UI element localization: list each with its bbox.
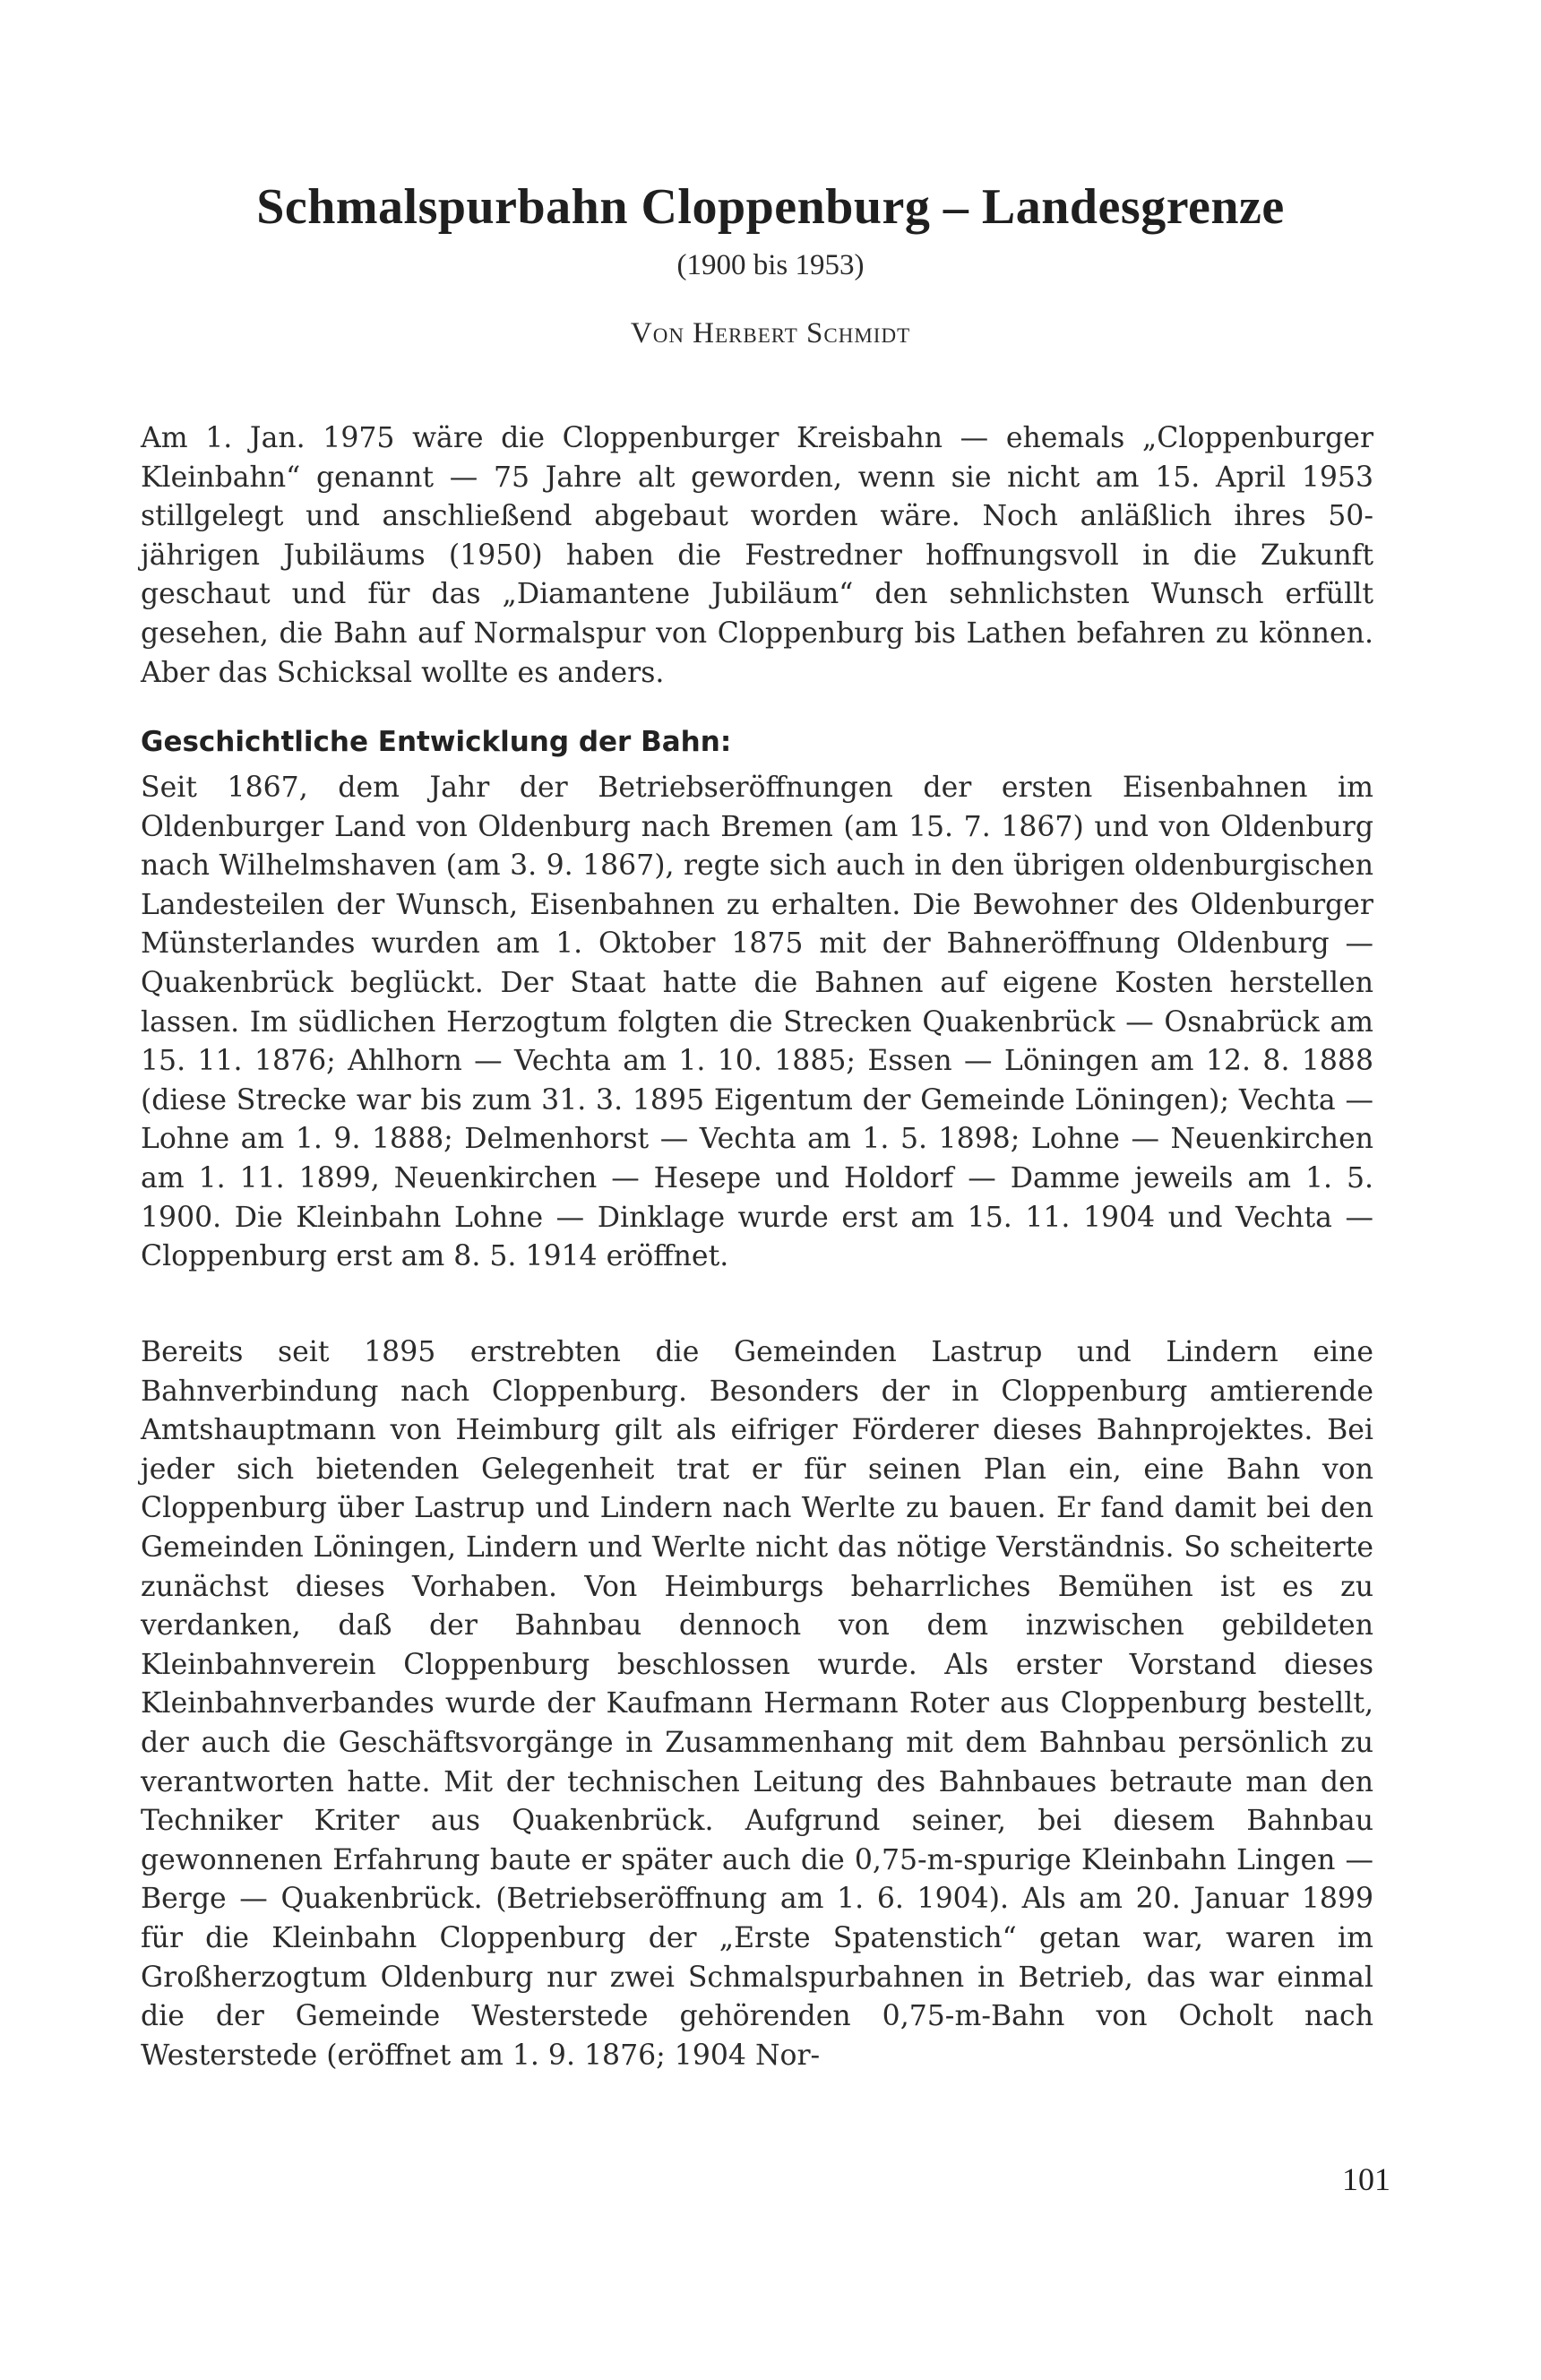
section-paragraph: Bereits seit 1895 erstrebten die Gemeinden Lastrup und Lindern eine Bahnverbindung nach Cloppenburg. Besonders der in Cloppenburg amtierende Amtshauptmann von Heimburg gilt als eifriger Förderer dieses Bahnprojektes. Bei jeder sich bietenden Gelegenheit trat er für seinen Plan ein, eine Bahn von Cloppenburg über Lastrup und Lindern nach Werlte zu bauen. Er fand damit bei den Gemeinden Löningen, Lindern und Werlte nicht das nötige Verständnis. So scheiterte zunächst dieses Vorhaben. Von Heimburgs beharrliches Bemühen ist es zu verdanken, daß der Bahnbau dennoch von dem inzwischen gebildeten Kleinbahnverein Cloppenburg beschlossen wurde. Als erster Vorstand dieses Kleinbahnverbandes wurde der Kaufmann Hermann Roter aus Cloppenburg bestellt, der auch die Geschäftsvorgänge in Zusammenhang mit dem Bahnbau persönlich zu verantworten hatte. Mit der technischen Leitung des Bahnbaues betraute man den Techniker Kriter aus Quakenbrück. Aufgrund seiner, bei diesem Bahnbau gewonnenen Erfahrung baute er später auch die 0,75-m-spurige Kleinbahn Lingen — Berge — Quakenbrück. (Betriebseröffnung am 1. 6. 1904). Als am 20. Januar 1899 für die Kleinbahn Cloppenburg der „Erste Spatenstich“ getan war, waren im Großherzogtum Oldenburg nur zwei Schmalspurbahnen in Betrieb, das war einmal die der Gemeinde Westerstede gehörenden 0,75-m-Bahn von Ocholt nach Westerstede (eröffnet am 1. 9. 1876; 1904 Nor- bbox=[141, 1336, 1373, 2072]
article-title: Schmalspurbahn Cloppenburg – Landesgrenze bbox=[256, 179, 1285, 235]
intro-paragraph: Am 1. Jan. 1975 wäre die Cloppenburger Kreisbahn — ehemals „Cloppenburger Kleinbahn“ genannt — 75 Jahre alt geworden, wenn sie nicht am 15. April 1953 stillgelegt und anschließend abgebaut worden wäre. Noch anläßlich ihres 50-jährigen Jubiläums (1950) haben die Festredner hoffnungsvoll in die Zukunft geschaut und für das „Diamantene Jubiläum“ den sehnlichsten Wunsch erfüllt gesehen, die Bahn auf Normalspur von Cloppenburg bis Lathen befahren zu können. Aber das Schicksal wollte es anders. bbox=[141, 422, 1373, 689]
page-number: 101 bbox=[1342, 2161, 1390, 2197]
section-heading: Geschichtliche Entwicklung der Bahn: bbox=[141, 726, 732, 758]
section-paragraph: Seit 1867, dem Jahr der Betriebseröffnungen der ersten Eisenbahnen im Oldenburger Land von Oldenburg nach Bremen (am 15. 7. 1867) und von Oldenburg nach Wilhelmshaven (am 3. 9. 1867), regte sich auch in den übrigen oldenburgischen Landesteilen der Wunsch, Eisenbahnen zu erhalten. Die Bewohner des Oldenburger Münsterlandes wurden am 1. Oktober 1875 mit der Bahneröffnung Oldenburg — Quakenbrück beglückt. Der Staat hatte die Bahnen auf eigene Kosten herstellen lassen. Im südlichen Herzogtum folgten die Strecken Quakenbrück — Osnabrück am 15. 11. 1876; Ahlhorn — Vechta am 1. 10. 1885; Essen — Löningen am 12. 8. 1888 (diese Strecke war bis zum 31. 3. 1895 Eigentum der Gemeinde Löningen); Vechta — Lohne am 1. 9. 1888; Delmenhorst — Vechta am 1. 5. 1898; Lohne — Neuenkirchen am 1. 11. 1899, Neuenkirchen — Hesepe und Holdorf — Damme jeweils am 1. 5. 1900. Die Kleinbahn Lohne — Dinklage wurde erst am 15. 11. 1904 und Vechta — Cloppenburg erst am 8. 5. 1914 eröffnet. bbox=[141, 772, 1373, 1273]
author-byline: Von Herbert Schmidt bbox=[630, 317, 911, 349]
article-subtitle: (1900 bis 1953) bbox=[676, 249, 865, 281]
